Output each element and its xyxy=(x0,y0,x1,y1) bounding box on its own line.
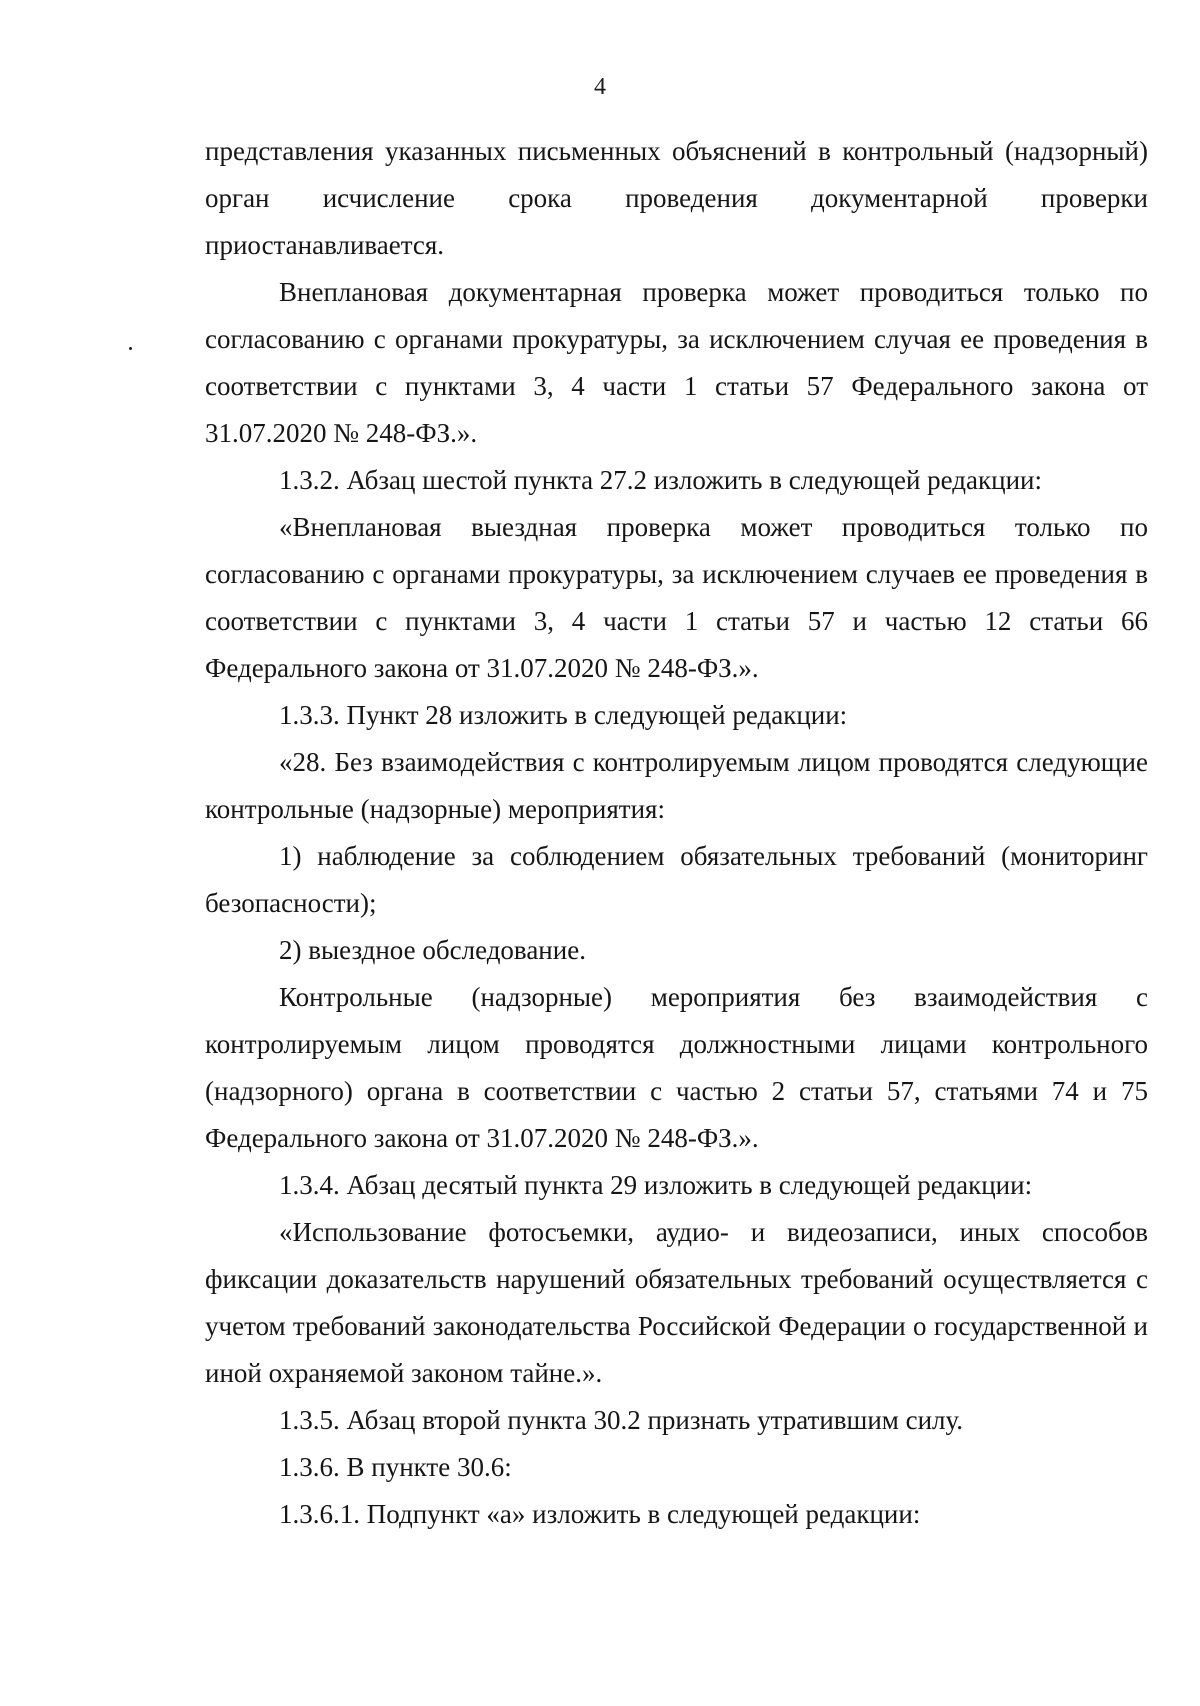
paragraph: «Использование фотосъемки, аудио- и видеозаписи, иных способов фиксации доказательств нарушений обязательных требований осуществляется с учетом требований законодательства Российской Федерации о государственной и иной охраняемой законом тайне.». xyxy=(205,1217,1148,1388)
paragraph: «28. Без взаимодействия с контролируемым лицом проводятся следующие контрольные (надзорные) мероприятия: xyxy=(205,747,1148,824)
paragraph: 1.3.4. Абзац десятый пункта 29 изложить в следующей редакции: xyxy=(279,1170,1033,1200)
paragraph: 1.3.6. В пункте 30.6: xyxy=(279,1452,512,1482)
paragraph: Внеплановая документарная проверка может проводиться только по согласованию с органами прокуратуры, за исключением случая ее проведения в соответствии с пунктами 3, 4 части 1 статьи 57 Федерального закона от 31.07.2020 № 248-ФЗ.». xyxy=(205,277,1148,448)
paragraph: Контрольные (надзорные) мероприятия без взаимодействия с контролируемым лицом проводятся должностными лицами контрольного (надзорного) органа в соответствии с частью 2 статьи 57, статьями 74 и 75 Федерального закона от 31.07.2020 № 248-ФЗ.». xyxy=(205,982,1148,1153)
paragraph: 1.3.3. Пункт 28 изложить в следующей редакции: xyxy=(279,700,848,730)
paragraph: 2) выездное обследование. xyxy=(279,935,586,965)
document-body xyxy=(205,128,1148,1538)
scan-speck xyxy=(129,347,132,350)
paragraph: 1.3.5. Абзац второй пункта 30.2 признать утратившим силу. xyxy=(279,1405,964,1435)
paragraph: 1.3.2. Абзац шестой пункта 27.2 изложить в следующей редакции: xyxy=(279,465,1042,495)
paragraph: 1) наблюдение за соблюдением обязательных требований (мониторинг безопасности); xyxy=(205,841,1148,918)
paragraph: 1.3.6.1. Подпункт «а» изложить в следующей редакции: xyxy=(279,1499,921,1529)
paragraph: «Внеплановая выездная проверка может проводиться только по согласованию с органами прокуратуры, за исключением случаев ее проведения в соответствии с пунктами 3, 4 части 1 статьи 57 и частью 12 статьи 66 Федерального закона от 31.07.2020 № 248-ФЗ.». xyxy=(205,512,1148,683)
paragraph: представления указанных письменных объяснений в контрольный (надзорный) орган исчисление срока проведения документарной проверки приостанавливается. xyxy=(205,136,1148,260)
page-number: 4 xyxy=(594,74,606,100)
